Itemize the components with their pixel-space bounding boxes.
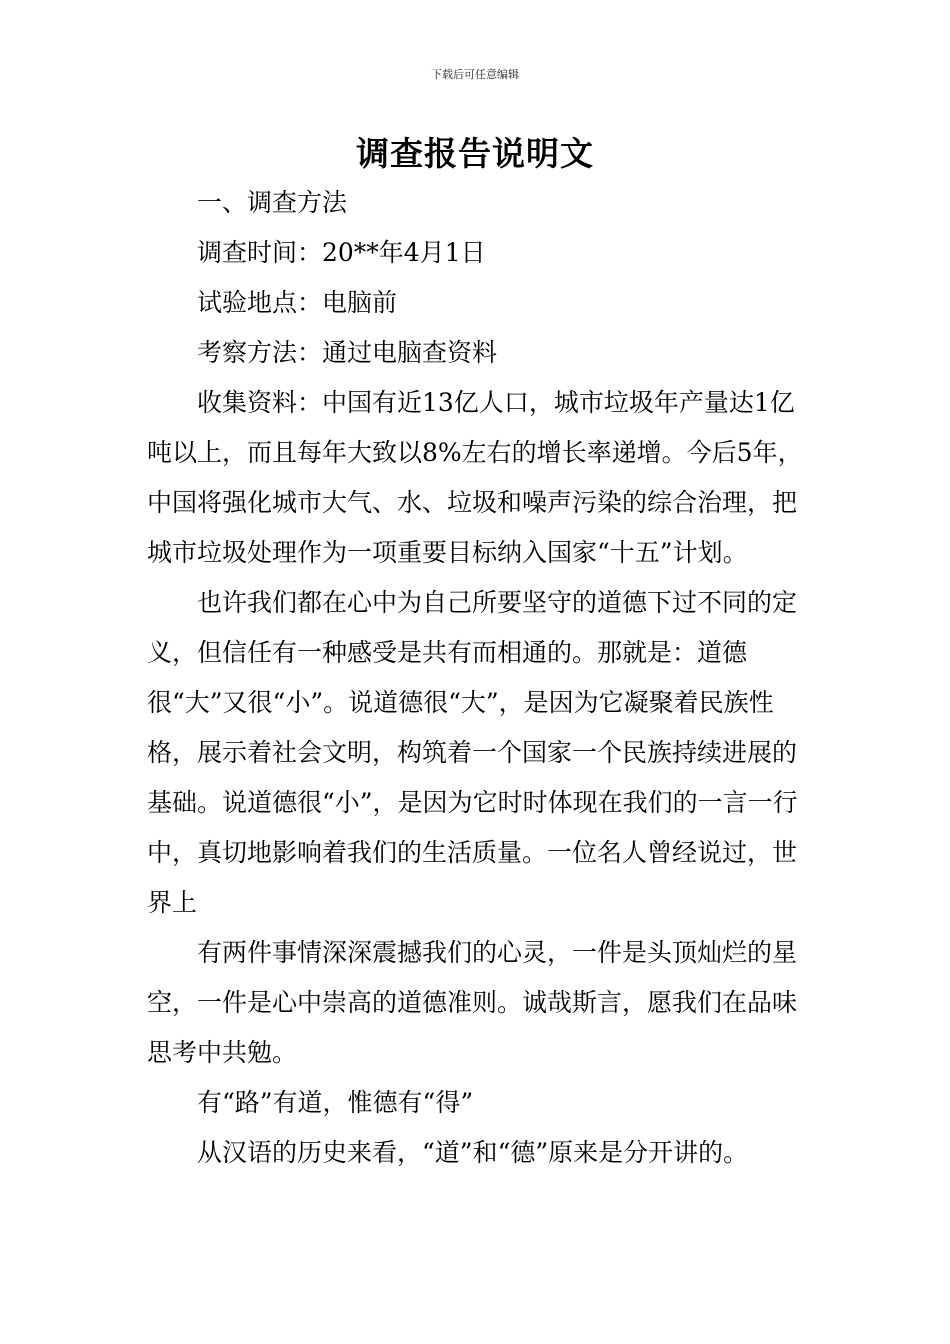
header-note: 下载后可任意编辑 (431, 68, 519, 81)
subheading-road-virtue: 有“路”有道，惟德有“得” (197, 1088, 474, 1117)
section-heading: 一、调查方法 (197, 188, 348, 217)
paragraph-collected-data: 收集资料：中国有近13亿人口，城市垃圾年产量达1亿吨以上，而且每年大致以8%左右的增长率递增。今后5年，中国将强化城市大气、水、垃圾和噪声污染的综合治理，把城市垃圾处理作为一项重要目标纳入国家“十五”计划。 (147, 388, 803, 567)
survey-time: 调查时间：20**年4月1日 (197, 238, 486, 267)
paragraph-history: 从汉语的历史来看，“道”和“德”原来是分开讲的。 (197, 1138, 749, 1167)
survey-method: 考察方法：通过电脑查资料 (197, 338, 498, 367)
document-body (147, 178, 812, 1178)
paragraph-two-things: 有两件事情深深震撼我们的心灵，一件是头顶灿烂的星空，一件是心中崇高的道德准则。诚哉斯言，愿我们在品味思考中共勉。 (147, 938, 798, 1067)
test-location: 试验地点：电脑前 (197, 288, 398, 317)
document-title: 调查报告说明文 (356, 134, 594, 173)
paragraph-morality: 也许我们都在心中为自己所要坚守的道德下过不同的定义，但信任有一种感受是共有而相通的。那就是：道德很“大”又很“小”。说道德很“大”，是因为它凝聚着民族性格，展示着社会文明，构筑着一个国家一个民族持续进展的基础。说道德很“小”，是因为它时时体现在我们的一言一行中，真切地影响着我们的生活质量。一位名人曾经说过，世界上 (147, 588, 798, 917)
